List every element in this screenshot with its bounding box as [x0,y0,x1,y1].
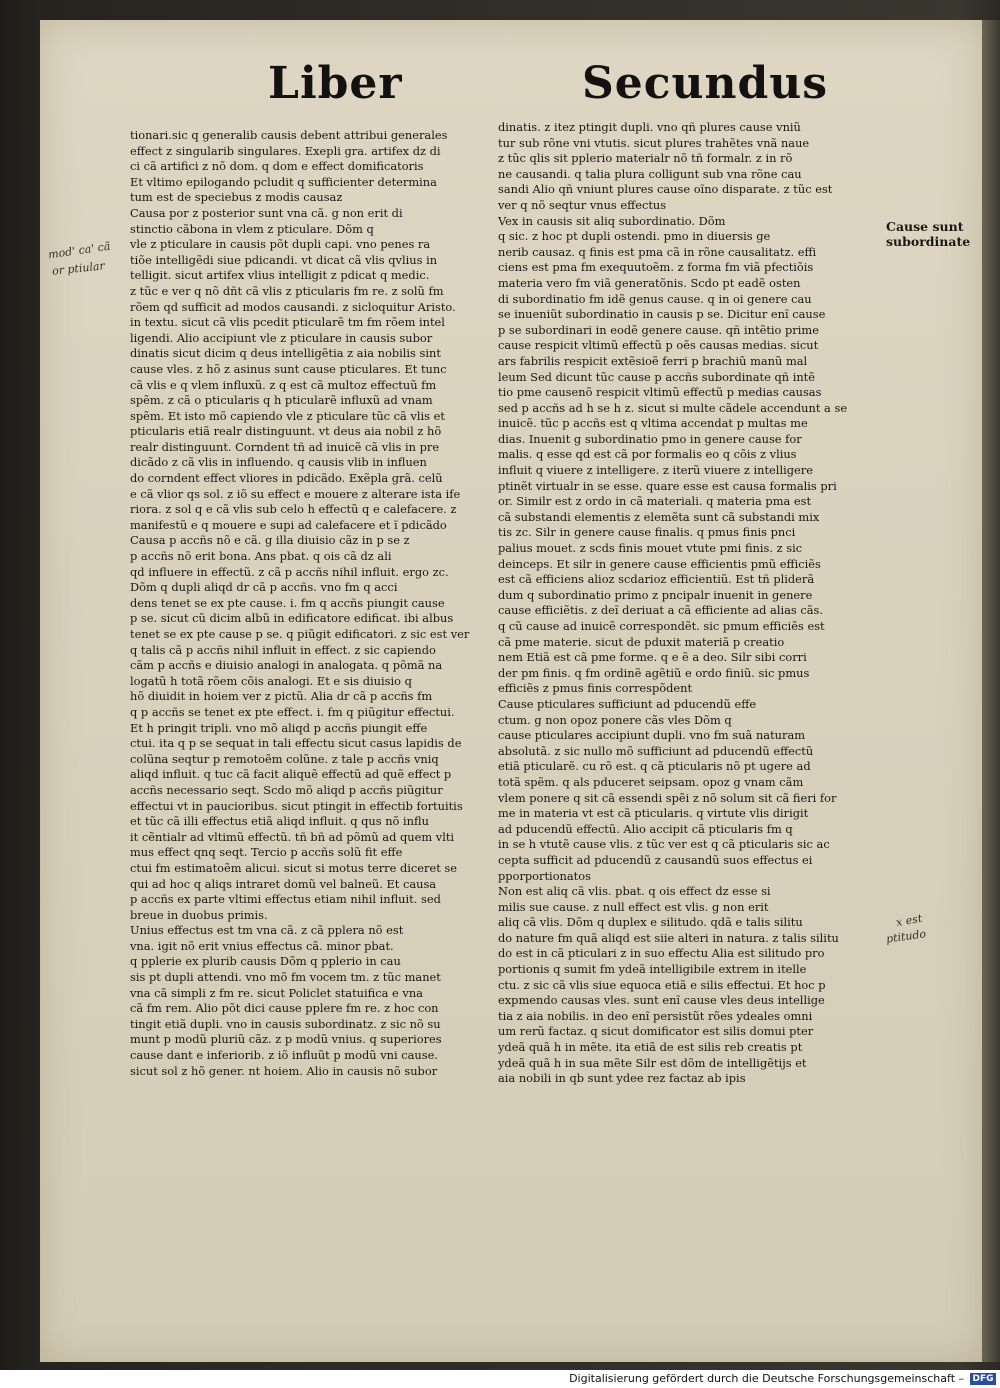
margin-note-line-1: Cause sunt [886,219,964,234]
left-column-line: tingit etiã dupli. vno in causis subordinatz. z sic nõ su [130,1016,441,1031]
right-column-line: totã spẽm. q als pduceret seipsam. opoz g vnam cãm [498,774,804,789]
left-column-line: qd influere in effectũ. z cã p accñs nihil influit. ergo zc. [130,564,449,579]
handwritten-note-left-1: mod' ca' cã [47,239,112,262]
left-column-line: hõ diuidit in hoiem ver z pictũ. Alia dr cã p accñs fm [130,689,433,704]
right-column-line: der pm finis. q fm ordinẽ agẽtiũ e ordo finiũ. sic pmus [498,665,810,680]
right-column-line: dum q subordinatio primo z pncipalr inuenit in genere [498,587,813,602]
left-column-line: p accñs ex parte vltimi effectus etiam nihil influit. sed [130,892,441,907]
left-column-line: cause dant e inferiorib. z iõ influũt p modũ vni cause. [130,1048,438,1063]
right-column-line: nerib causaz. q finis est pma cã in rõne causalitatz. effi [498,244,817,259]
left-column-line: in textu. sicut cã vlis pcedit pticularẽ tm fm rõem intel [130,315,445,330]
right-column-line: ydeã quã h in mẽte. ita etiã de est silis reb creatis pt [498,1040,803,1055]
left-column-line: q p accñs se tenet ex pte effect. i. fm q piũgitur effectui. [130,704,455,719]
left-column-line: qui ad hoc q aliqs intraret domũ vel balneũ. Et causa [130,876,437,891]
left-column-line: vna. igit nõ erit vnius effectus cã. minor pbat. [130,938,394,953]
left-column-line: riora. z sol q e cã vlis sub celo h effectũ q e calefacere. z [130,502,457,517]
right-column-line: sandi Alio qñ vniunt plures cause oĩno disparate. z tũc est [498,182,833,197]
right-column-line: ver q nõ seqtur vnus effectus [498,197,667,212]
left-text-column [130,128,515,1079]
right-column-line: tis zc. Silr in genere cause finalis. q pmus finis pnci [498,525,796,540]
right-column-line: tia z aia nobilis. in deo enĩ persistũt rões ydeales omni [498,1008,813,1023]
right-column-line: cã pme materie. sicut de pduxit materiã p creatio [498,634,785,649]
page-edge [982,20,1000,1362]
right-column-line: leum Sed dicunt tũc cause p accñs subordinate qñ intẽ [498,369,815,384]
left-column-line: dicãdo z cã vlis in influendo. q causis vlib in influen [130,455,427,470]
left-column-line: mus effect qnq seqt. Tercio p accñs solũ fit effe [130,845,403,860]
right-column-line: materia vero fm viã generatõnis. Scdo pt eadẽ osten [498,275,801,290]
left-column-line: tionari.sic q generalib causis debent attribui generales [130,128,448,142]
right-column-line: absolutã. z sic nullo mõ sufficiunt ad pducendũ effectũ [498,743,814,758]
right-column-line: ars fabrilis respicit extẽsioẽ ferri p brachiũ manũ mal [498,353,808,368]
right-column-line: milis sue cause. z null effect est vlis. g non erit [498,899,769,914]
left-column-line: aliqd influit. q tuc cã facit aliquẽ effectũ ad quẽ effect p [130,767,452,782]
left-column-line: cã vlis e q vlem influxũ. z q est cã multoz effectuũ fm [130,377,437,392]
running-header-left: Liber [268,58,403,109]
right-column-line: influit q viuere z intelligere. z iterũ viuere z intelligere [498,463,813,478]
left-column-line: dinatis sicut dicim q deus intelligẽtia z aia nobilis sint [130,346,441,361]
right-column-line: ctu. z sic cã vlis siue equoca etiã e silis effectui. Et hoc p [498,977,826,992]
left-column-line: Unius effectus est tm vna cã. z cã pplera nõ est [130,923,404,938]
right-column-line: expmendo causas vles. sunt enĩ cause vles deus intellige [498,993,825,1008]
right-column-line: vlem ponere q sit cã essendi spẽi z nõ solum sit cã fieri for [498,790,837,805]
left-column-line: it cẽntialr ad vltimũ effectũ. tñ bñ ad põmũ ad quem vlti [130,829,455,844]
left-column-line: cã fm rem. Alio põt dici cause pplere fm re. z hoc con [130,1001,439,1016]
left-column-line: Causa por z posterior sunt vna cã. g non erit di [130,205,403,220]
right-column-line: z tũc qlis sit pplerio materialr nõ tñ formalr. z in rõ [498,151,793,166]
right-column-line: p se subordinari in eodẽ genere cause. qñ intẽtio prime [498,322,819,337]
left-column-line: z tũc e ver q nõ dñt cã vlis z pticularis fm re. z solũ fm [130,283,444,298]
right-column-line: cause efficiẽtis. z deĩ deriuat a cã efficiente ad alias cãs. [498,603,824,618]
right-column-line: ad pducendũ effectũ. Alio accipit cã pticularis fm q [498,821,793,836]
margin-note-line-2: subordinate [886,234,971,249]
right-column-line: aliq cã vlis. Dõm q duplex e silitudo. qdã e talis silitu [498,915,803,930]
right-column-line: cause pticulares accipiunt dupli. vno fm suã naturam [498,728,806,743]
right-column-line: est cã efficiens alioz scdarioz efficientiũ. Est tñ pliderã [498,572,815,587]
left-column-line: realr distinguunt. Corndent tñ ad inuicẽ cã vlis in pre [130,439,440,454]
right-column-line: ctum. g non opoz ponere cãs vles Dõm q [498,712,732,727]
left-column-line: pticularis etiã realr distinguunt. vt deus aia nobil z hõ [130,424,442,439]
right-column-line: um rerũ factaz. q sicut domificator est silis domui pter [498,1024,814,1039]
left-column-line: ligendi. Alio accipiunt vle z pticulare in causis subor [130,330,433,345]
right-column-line: di subordinatio fm idẽ genus cause. q in oi genere cau [498,291,812,306]
right-column-line: q cũ cause ad inuicẽ correspondẽt. sic pmum efficiẽs est [498,619,825,633]
right-column-line: do est in cã pticulari z in suo effectu Alia est silitudo pro [498,946,825,961]
left-column-line: munt p modũ pluriũ cãz. z p modũ vnius. q superiores [130,1032,442,1047]
right-column-line: dias. Inuenit g subordinatio pmo in genere cause for [498,431,802,446]
left-column-line: dens tenet se ex pte cause. i. fm q accñs piungit cause [130,595,445,610]
right-column-line: palius mouet. z scds finis mouet vtute pmi finis. z sic [498,541,803,556]
running-header-right: Secundus [582,58,829,109]
left-column-line: p se. sicut cũ dicim albũ in edificatore edificat. ibi albus [130,611,454,626]
left-column-line: effect z singularib singulares. Exepli gra. artifex dz di [130,143,441,158]
right-column-line: in se h vtutẽ cause vlis. z tũc ver est q cã pticularis sic ac [498,837,830,852]
left-column-line: e cã vlior qs sol. z iõ su effect e mouere z alterare ista ife [130,486,461,501]
right-column-line: do nature fm quã aliqd est siie alteri in natura. z talis silitu [498,930,839,945]
left-column-line: effectui vt in paucioribus. sicut ptingit in effectib fortuitis [130,798,463,813]
right-column-line: cepta sufficit ad pducendũ z causandũ suos effectus ei [498,852,813,867]
right-column-line: tur sub rõne vni vtutis. sicut plures trahẽtes vnã naue [498,135,810,150]
funding-notice: Digitalisierung gefördert durch die Deutsche Forschungsgemeinschaft – [569,1372,964,1385]
left-column-line: manifestũ e q mouere e supi ad calefacere et ĩ pdicãdo [130,517,447,532]
left-column-line: q talis cã p accñs nihil influit in effect. z sic capiendo [130,642,436,657]
right-column-line: deinceps. Et silr in genere cause efficientis pmũ efficiẽs [498,556,821,571]
left-column-line: tum est de speciebus z modis causaz [130,190,343,205]
right-column-line: ydeã quã h in sua mẽte Silr est dõm de intelligẽtijs et [498,1055,807,1070]
left-column-line: tenet se ex pte cause p se. q piũgit edificatori. z sic est ver [130,627,470,641]
right-column-line: or. Similr est z ordo in cã materiali. q materia pma est [498,494,812,509]
left-column-line: cause vles. z hõ z asinus sunt cause pticulares. Et tunc [130,361,447,376]
right-column-line: ptinẽt virtualr in se esse. quare esse est causa formalis pri [498,478,837,493]
right-column-line: ne causandi. q talia plura colligunt sub vna rõne cau [498,166,802,181]
right-column-line: efficiẽs z pmus finis correspõdent [498,681,693,696]
right-column-line: cã substandi elementis z elemẽta sunt cã substandi mix [498,509,820,524]
left-column-line: et tũc cã illi effectus etiã aliqd influit. q qus nõ influ [130,814,429,829]
left-column-line: ci cã artifici z nõ dom. q dom e effect domificatoris [130,159,424,174]
left-column-line: spẽm. Et isto mõ capiendo vle z pticulare tũc cã vlis et [130,408,445,423]
right-column-line: q sic. z hoc pt dupli ostendi. pmo in diuersis ge [498,229,771,244]
right-column-line: pporportionatos [498,868,591,883]
dfg-logo: DFG [970,1373,996,1385]
right-column-line: Vex in causis sit aliq subordinatio. Dõm [498,213,726,228]
right-column-line: etiã pticularẽ. cu rõ est. q cã pticularis nõ pt ugere ad [498,759,811,774]
left-column-line: Et vltimo epilogando pcludit q sufficienter determina [130,174,437,189]
left-column-line: breue in duobus primis. [130,907,268,922]
left-column-line: stinctio cãbona in vlem z pticulare. Dõm q [130,221,374,236]
right-text-column [498,120,888,1087]
right-column-line: ciens est pma fm exequutoẽm. z forma fm viã pfectiõis [498,260,814,275]
handwritten-note-left-2: or ptiular [51,259,106,278]
right-column-line: Cause pticulares sufficiunt ad pducendũ effe [498,696,757,711]
left-column-line: cãm p accñs e diuisio analogi in analogata. q põmã na [130,658,443,673]
left-column-line: colũna seqtur p remotoẽm colũne. z tale p accñs vniq [130,751,439,766]
left-column-line: spẽm. z cã o pticularis q h pticularẽ influxũ ad vnam [130,393,433,408]
right-column-line: nem Etiã est cã pme forme. q e ẽ a deo. Silr sibi corri [498,650,807,665]
right-column-line: cause respicit vltimũ effectũ p oẽs causas medias. sicut [498,338,819,353]
right-column-line: tio pme causenõ respicit vltimũ effectũ p medias causas [498,385,822,400]
right-column-line: dinatis. z itez ptingit dupli. vno qñ plures cause vniũ [498,120,801,134]
left-column-line: vna cã simpli z fm re. sicut Policlet statuifica e vna [130,985,423,1000]
right-column-line: me in materia vt est cã pticularis. q virtute vlis dirigit [498,806,809,821]
left-column-line: ctui fm estimatoẽm alicui. sicut si motus terre diceret se [130,860,458,875]
right-column-line: inuicẽ. tũc p accñs est q vltima accendat p multas me [498,416,808,431]
left-column-line: Et h pringit tripli. vno mõ aliqd p accñs piungit effe [130,720,428,735]
left-column-line: do corndent effect vliores in pdicãdo. Exẽpla grã. celũ [130,471,443,486]
left-column-line: telligit. sicut artifex vlius intelligit z pdicat q medic. [130,268,430,283]
right-column-line: se inueniũt subordinatio in causis p se. Dicitur enĩ cause [498,307,826,322]
right-column-line: aia nobili in qb sunt ydee rez factaz ab ipis [498,1071,746,1086]
handwritten-note-right-2: ptitudo [885,927,927,946]
left-column-line: rõem qd sufficit ad modos causandi. z sicloquitur Aristo. [130,299,456,314]
left-column-line: logatũ h totã rõem cõis analogi. Et e sis diuisio q [130,673,412,688]
left-column-line: tiõe intelligẽdi siue pdicandi. vt dicat cã vlis qvlius in [130,252,438,267]
left-column-line: p accñs nõ erit bona. Ans pbat. q ois cã dz ali [130,549,392,564]
left-column-line: Dõm q dupli aliqd dr cã p accñs. vno fm q acci [130,580,398,595]
footer-bar [0,1370,1000,1388]
handwritten-note-right-1: x est [895,911,924,930]
left-column-line: sicut sol z hõ gener. nt hoiem. Alio in causis nõ subor [130,1063,438,1078]
left-column-line: sis pt dupli attendi. vno mõ fm vocem tm. z tũc manet [130,970,441,985]
right-column-line: malis. q esse qd est cã por formalis eo q cõis z vlius [498,447,797,462]
left-column-line: vle z pticulare in causis põt dupli capi. vno penes ra [130,237,431,252]
right-column-line: sed p accñs ad h se h z. sicut si multe cãdele accendunt a se [498,400,848,415]
right-column-line: portionis q sumit fm ydeã intelligibile extrem in itelle [498,962,807,977]
left-column-line: accñs necessario seqt. Scdo mõ aliqd p accñs piũgitur [130,782,443,797]
left-column-line: q pplerie ex plurib causis Dõm q pplerio in cau [130,954,401,969]
right-column-line: Non est aliq cã vlis. pbat. q ois effect dz esse si [498,884,771,899]
left-column-line: Causa p accñs nõ e cã. g illa diuisio cãz in p se z [130,533,410,548]
left-column-line: ctui. ita q p se sequat in tali effectu sicut casus lapidis de [130,736,462,751]
